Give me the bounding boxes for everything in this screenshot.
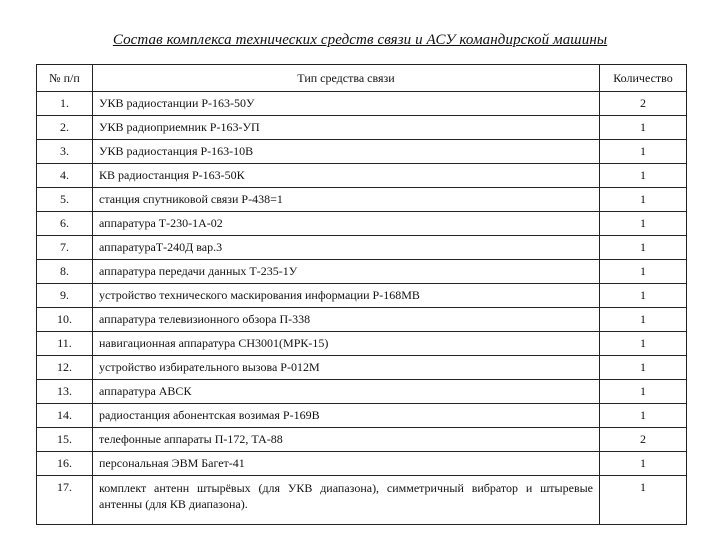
row-qty: 1 bbox=[600, 452, 687, 476]
row-qty: 2 bbox=[600, 92, 687, 116]
table-row bbox=[37, 404, 687, 428]
row-type: телефонные аппараты П-172, ТА-88 bbox=[93, 428, 600, 452]
table-row bbox=[37, 260, 687, 284]
table-row bbox=[37, 116, 687, 140]
row-qty: 1 bbox=[600, 284, 687, 308]
table-row bbox=[37, 236, 687, 260]
row-type: станция спутниковой связи Р-438=1 bbox=[93, 188, 600, 212]
row-type: аппаратура Т-230-1А-02 bbox=[93, 212, 600, 236]
row-type: УКВ радиоприемник Р-163-УП bbox=[93, 116, 600, 140]
row-qty: 1 bbox=[600, 308, 687, 332]
table-row bbox=[37, 452, 687, 476]
row-num: 8. bbox=[37, 260, 93, 284]
row-num: 3. bbox=[37, 140, 93, 164]
table-row bbox=[37, 428, 687, 452]
row-qty: 1 bbox=[600, 164, 687, 188]
row-qty: 1 bbox=[600, 140, 687, 164]
table-row bbox=[37, 356, 687, 380]
row-qty: 1 bbox=[600, 356, 687, 380]
row-qty: 1 bbox=[600, 188, 687, 212]
table-header-row bbox=[37, 65, 687, 92]
row-type: аппаратура АВСК bbox=[93, 380, 600, 404]
row-type: аппаратура передачи данных Т-235-1У bbox=[93, 260, 600, 284]
table-row bbox=[37, 476, 687, 525]
row-num: 13. bbox=[37, 380, 93, 404]
row-qty: 2 bbox=[600, 428, 687, 452]
row-type: аппаратура телевизионного обзора П-338 bbox=[93, 308, 600, 332]
row-type: комплект антенн штырёвых (для УКВ диапазона), симметричный вибратор и штыревые антенны (для КВ диапазона). bbox=[93, 476, 600, 525]
document-title: Состав комплекса технических средств связи и АСУ командирской машины bbox=[112, 32, 608, 48]
row-qty: 1 bbox=[600, 260, 687, 284]
table-row bbox=[37, 212, 687, 236]
row-type: радиостанция абонентская возимая Р-169В bbox=[93, 404, 600, 428]
row-qty: 1 bbox=[600, 212, 687, 236]
table-row bbox=[37, 92, 687, 116]
table-row bbox=[37, 332, 687, 356]
row-num: 10. bbox=[37, 308, 93, 332]
row-num: 15. bbox=[37, 428, 93, 452]
table-row bbox=[37, 284, 687, 308]
row-num: 9. bbox=[37, 284, 93, 308]
row-num: 17. bbox=[37, 476, 93, 525]
table-row bbox=[37, 380, 687, 404]
row-type: УКВ радиостанция Р-163-10В bbox=[93, 140, 600, 164]
row-num: 12. bbox=[37, 356, 93, 380]
row-num: 6. bbox=[37, 212, 93, 236]
header-num: № п/п bbox=[37, 65, 93, 92]
table-row bbox=[37, 164, 687, 188]
table-row bbox=[37, 308, 687, 332]
row-qty: 1 bbox=[600, 404, 687, 428]
row-qty: 1 bbox=[600, 116, 687, 140]
row-type: устройство избирательного вызова Р-012М bbox=[93, 356, 600, 380]
row-type: персональная ЭВМ Багет-41 bbox=[93, 452, 600, 476]
table-row bbox=[37, 188, 687, 212]
row-num: 2. bbox=[37, 116, 93, 140]
table-row bbox=[37, 140, 687, 164]
row-qty: 1 bbox=[600, 476, 687, 525]
row-qty: 1 bbox=[600, 236, 687, 260]
row-type: аппаратураТ-240Д вар.3 bbox=[93, 236, 600, 260]
row-type: УКВ радиостанции Р-163-50У bbox=[93, 92, 600, 116]
row-type: навигационная аппаратура СН3001(МРК-15) bbox=[93, 332, 600, 356]
equipment-table bbox=[36, 64, 687, 525]
row-num: 16. bbox=[37, 452, 93, 476]
row-qty: 1 bbox=[600, 380, 687, 404]
row-num: 7. bbox=[37, 236, 93, 260]
row-num: 4. bbox=[37, 164, 93, 188]
row-type: КВ радиостанция Р-163-50К bbox=[93, 164, 600, 188]
row-num: 5. bbox=[37, 188, 93, 212]
row-qty: 1 bbox=[600, 332, 687, 356]
row-type: устройство технического маскирования информации Р-168МВ bbox=[93, 284, 600, 308]
row-num: 1. bbox=[37, 92, 93, 116]
row-num: 11. bbox=[37, 332, 93, 356]
header-qty: Количество bbox=[600, 65, 687, 92]
header-type: Тип средства связи bbox=[93, 65, 600, 92]
row-num: 14. bbox=[37, 404, 93, 428]
